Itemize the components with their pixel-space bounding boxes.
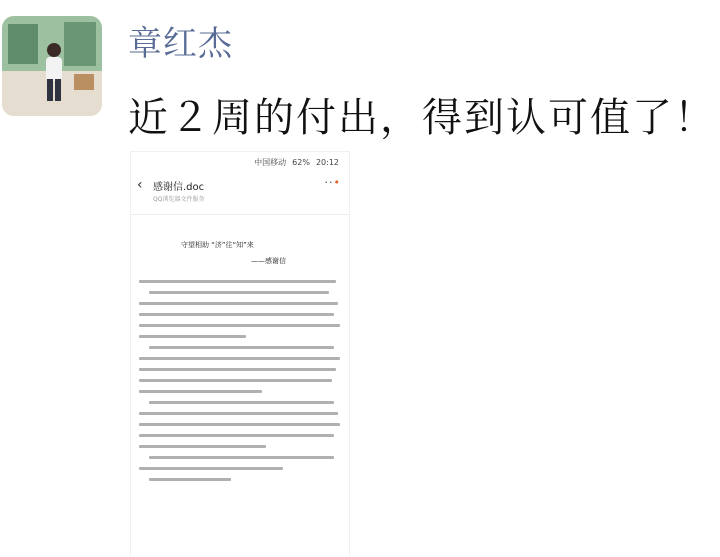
doc-line <box>149 478 231 481</box>
avatar[interactable] <box>2 16 102 116</box>
status-battery: 62% <box>292 157 310 167</box>
doc-header <box>131 172 349 215</box>
doc-line <box>149 346 334 349</box>
chevron-left-icon[interactable]: ‹ <box>137 177 143 193</box>
doc-line <box>139 324 340 327</box>
doc-line <box>139 302 338 305</box>
doc-line <box>139 357 340 360</box>
avatar-photo <box>2 16 102 116</box>
doc-line <box>139 423 340 426</box>
doc-heading: 守望相助 “济”往“知”来 <box>181 241 254 249</box>
doc-line <box>149 291 329 294</box>
doc-title: 感谢信.doc <box>153 182 205 193</box>
status-signal: 中国移动 <box>254 157 287 167</box>
doc-line <box>139 412 338 415</box>
doc-line <box>149 456 334 459</box>
doc-line <box>139 434 334 437</box>
post-username[interactable]: 章红杰 <box>128 24 233 64</box>
doc-line <box>139 335 246 338</box>
doc-line <box>139 467 283 470</box>
doc-signature: ——感谢信 <box>251 257 286 265</box>
doc-line <box>139 390 262 393</box>
post-text: 近２周的付出，得到认可值了！ <box>128 95 716 141</box>
phone-status-bar <box>131 152 349 172</box>
doc-line <box>149 401 334 404</box>
doc-line <box>139 280 336 283</box>
more-horizontal-icon[interactable]: ··• <box>324 176 341 189</box>
doc-line <box>139 445 266 448</box>
doc-line <box>139 368 336 371</box>
doc-subtitle: QQ浏览器文件服务 <box>153 196 205 203</box>
attached-screenshot[interactable] <box>131 152 349 557</box>
doc-line <box>139 379 332 382</box>
status-time: 20:12 <box>315 157 339 167</box>
doc-line <box>139 313 334 316</box>
doc-body <box>139 280 344 489</box>
